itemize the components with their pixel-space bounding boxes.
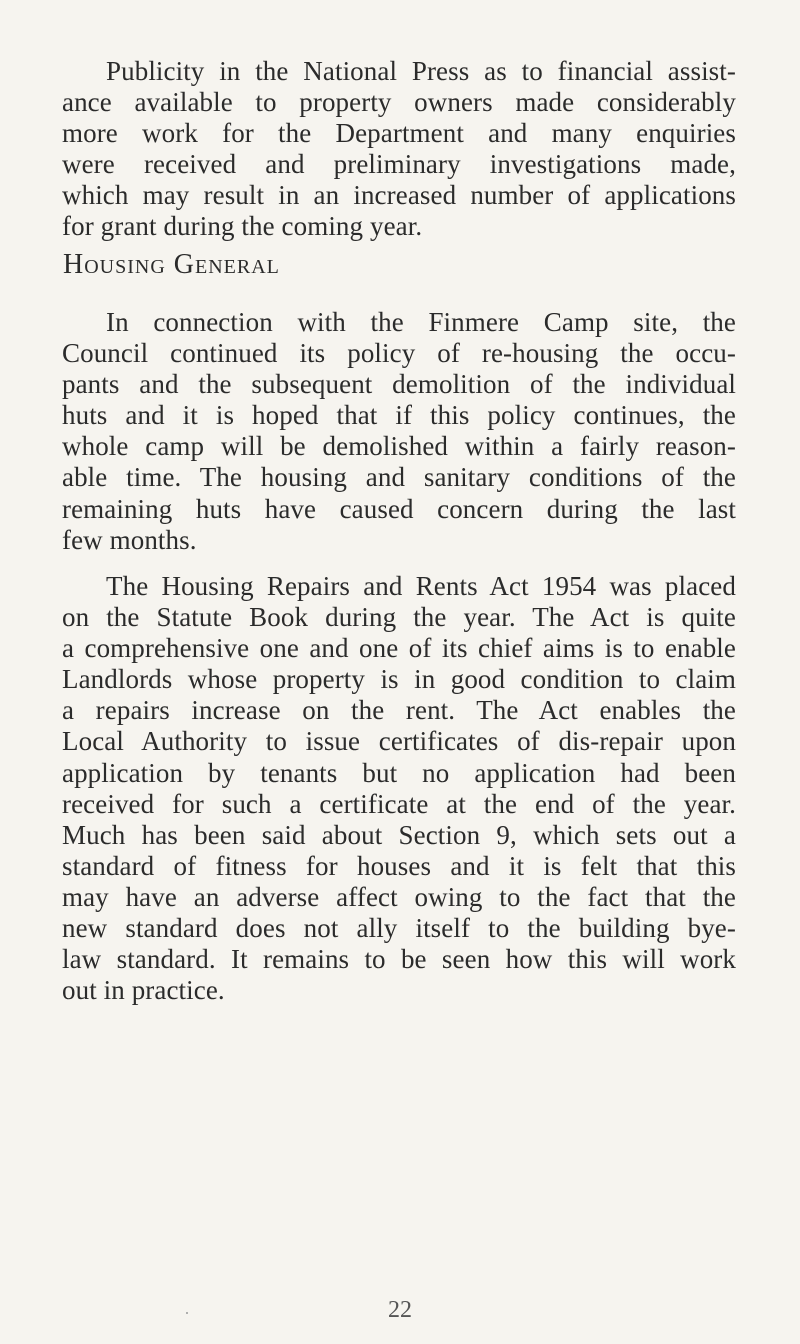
section-heading: Housing General <box>63 249 280 280</box>
finmere-paragraph <box>62 307 736 556</box>
paragraph-line: for grant during the coming year. <box>62 211 423 242</box>
paragraph-line: which may result in an increased number of applications <box>62 180 736 211</box>
housing-act-paragraph <box>62 571 736 1006</box>
paragraph-line: received for such a certificate at the end of the year. <box>62 788 736 819</box>
paragraph-line: standard of fitness for houses and it is felt that this <box>62 850 736 881</box>
paragraph-line: Landlords whose property is in good condition to claim <box>62 664 736 695</box>
paragraph-line: Local Authority to issue certificates of dis-repair upon <box>62 726 736 757</box>
intro-paragraph <box>62 56 736 243</box>
paragraph-line: may have an adverse affect owing to the fact that the <box>62 881 736 912</box>
paragraph-line: ance available to property owners made considerably <box>62 87 736 118</box>
paragraph-line: more work for the Department and many enquiries <box>62 118 736 149</box>
paragraph-line: new standard does not ally itself to the building bye- <box>62 913 736 944</box>
paragraph-line: In connection with the Finmere Camp site, the <box>106 307 736 337</box>
paragraph-line: remaining huts have caused concern during the last <box>62 493 736 524</box>
paragraph-line: Council continued its policy of re-housing the occu- <box>62 338 736 369</box>
paragraph-line: on the Statute Book during the year. The Act is quite <box>62 602 736 633</box>
paragraph-line: Much has been said about Section 9, which sets out a <box>62 819 736 850</box>
paragraph-line: out in practice. <box>62 975 225 1006</box>
paragraph-line: The Housing Repairs and Rents Act 1954 was placed <box>106 571 736 601</box>
paragraph-line: pants and the subsequent demolition of the individual <box>62 369 736 400</box>
paragraph-line: few months. <box>62 524 197 555</box>
paragraph-line: huts and it is hoped that if this policy continues, the <box>62 400 736 431</box>
paragraph-line: were received and preliminary investigations made, <box>62 149 736 180</box>
paragraph-line: whole camp will be demolished within a fairly reason- <box>62 431 736 462</box>
paragraph-line: a comprehensive one and one of its chief aims is to enable <box>62 633 736 664</box>
paragraph-line: Publicity in the National Press as to financial assist- <box>106 56 736 86</box>
paragraph-line: application by tenants but no application had been <box>62 757 736 788</box>
page-number: 22 <box>388 1297 412 1323</box>
paragraph-line: able time. The housing and sanitary conditions of the <box>62 462 736 493</box>
paragraph-line: law standard. It remains to be seen how this will work <box>62 944 736 975</box>
paragraph-line: a repairs increase on the rent. The Act enables the <box>62 695 736 726</box>
